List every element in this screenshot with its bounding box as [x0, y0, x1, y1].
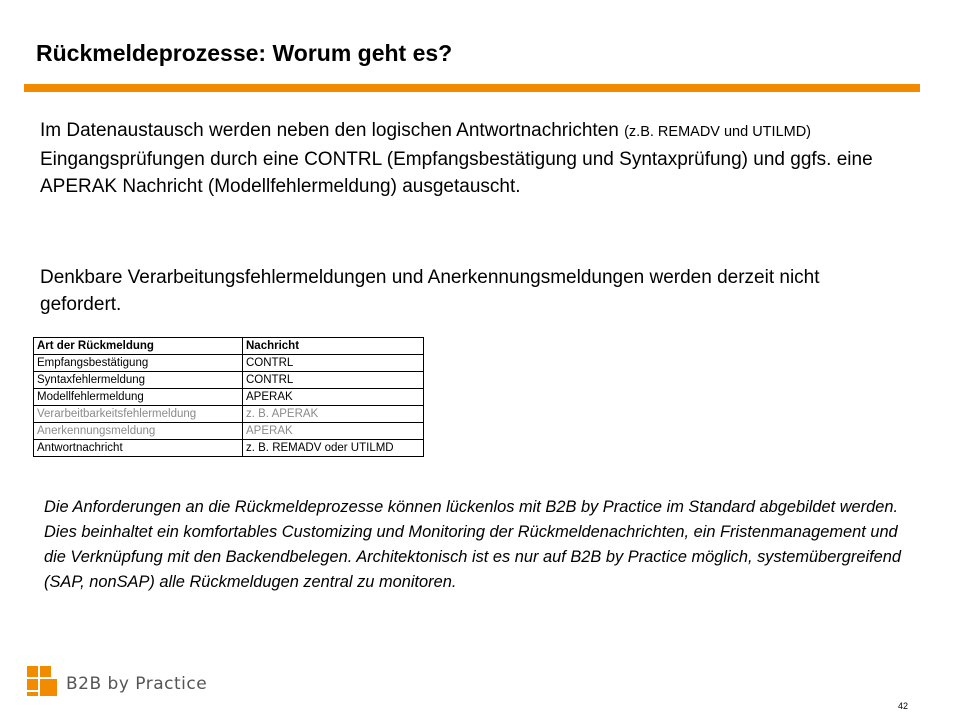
intro-text-examples: (z.B. REMADV und UTILMD)	[624, 124, 812, 140]
table-row	[34, 389, 424, 406]
table-header-cell: Nachricht	[243, 338, 424, 355]
brand-logo-text: B2B by Practice	[66, 674, 208, 694]
slide-title: Rückmeldeprozesse: Worum geht es?	[36, 40, 453, 66]
intro-text-part1: Im Datenaustausch werden neben den logischen Antwortnachrichten	[40, 120, 625, 141]
table-cell: CONTRL	[243, 355, 424, 372]
title-underline-bar	[24, 84, 920, 92]
table-cell: APERAK	[243, 389, 424, 406]
second-paragraph: Denkbare Verarbeitungsfehlermeldungen und Anerkennungsmeldungen werden derzeit nicht gefordert.	[40, 267, 820, 315]
table-row	[34, 355, 424, 372]
table-header-row	[34, 338, 424, 355]
table-row	[34, 423, 424, 440]
intro-paragraph	[40, 117, 900, 200]
table-cell: z. B. APERAK	[243, 406, 424, 423]
table-cell: APERAK	[243, 423, 424, 440]
table-cell: CONTRL	[243, 372, 424, 389]
table-cell: Syntaxfehlermeldung	[34, 372, 243, 389]
summary-paragraph: Die Anforderungen an die Rückmeldeprozesse können lückenlos mit B2B by Practice im Standard abgebildet werden. Dies beinhaltet ein komfortables Customizing und Monitoring der Rückmeldenachrichten, ein Fristenmanagement und die Verknüpfung mit den Backendbelegen. Architektonisch ist es nur auf B2B by Practice möglich, systemübergreifend (SAP, nonSAP) alle Rückmeldugen zentral zu monitoren.	[44, 498, 902, 591]
table-cell: Antwortnachricht	[34, 440, 243, 457]
intro-text-part3: Eingangsprüfungen durch eine CONTRL (Empfangsbestätigung und Syntaxprüfung) und ggfs. eine APERAK Nachricht (Modellfehlermeldung) ausgetauscht.	[40, 149, 873, 197]
table-cell: Anerkennungsmeldung	[34, 423, 243, 440]
b2b-squares-logo-icon	[27, 666, 57, 696]
table-row	[34, 440, 424, 457]
page-number: 42	[898, 701, 909, 711]
table-row	[34, 406, 424, 423]
table-cell: Verarbeitbarkeitsfehlermeldung	[34, 406, 243, 423]
table-cell: Modellfehlermeldung	[34, 389, 243, 406]
message-type-table	[33, 337, 424, 457]
table-cell: Empfangsbestätigung	[34, 355, 243, 372]
table-cell: z. B. REMADV oder UTILMD	[243, 440, 424, 457]
table-row	[34, 372, 424, 389]
table-header-cell: Art der Rückmeldung	[34, 338, 243, 355]
